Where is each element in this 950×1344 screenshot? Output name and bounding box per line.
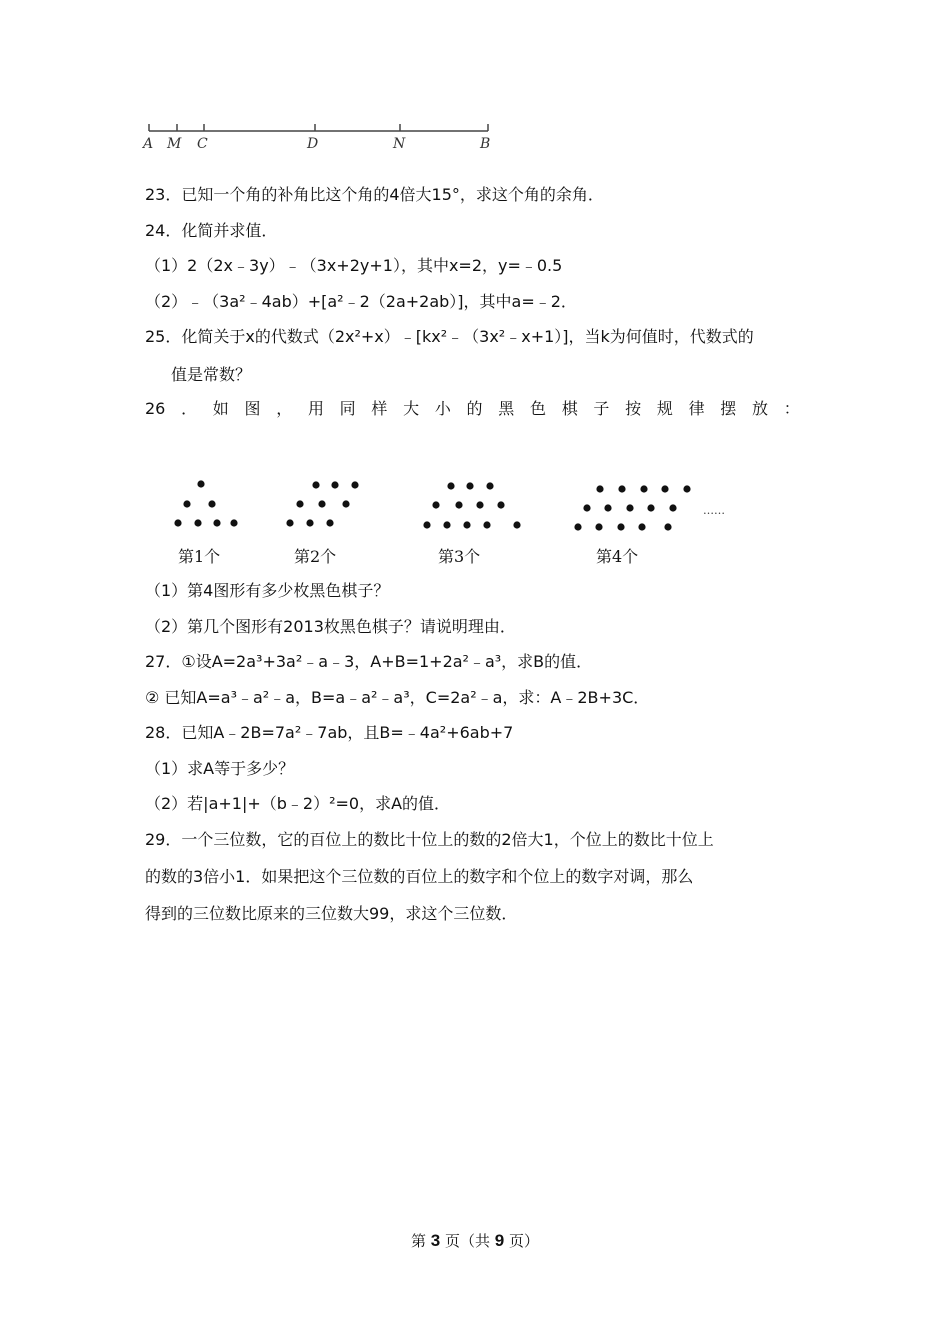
dot — [483, 521, 490, 528]
question-23: 23．已知一个角的补角比这个角的4倍大15°，求这个角的余角． — [145, 185, 604, 204]
label-a: A — [143, 136, 154, 152]
question-26-part-1: （1）第4图形有多少枚黑色棋子？ — [145, 581, 390, 600]
dot — [664, 523, 671, 530]
dot — [647, 504, 654, 511]
dot — [183, 500, 190, 507]
question-26-part-2: （2）第几个图形有2013枚黑色棋子？请说明理由． — [145, 617, 516, 636]
caption-1: 第1个 — [178, 547, 221, 566]
question-29-line-1: 29．一个三位数，它的百位上的数比十位上的数的2倍大1，个位上的数比十位上 — [145, 830, 714, 849]
q26-char: 棋 — [561, 399, 578, 418]
q26-char: 黑 — [498, 399, 515, 418]
footer-total-pages: 9 — [494, 1231, 505, 1250]
caption-3: 第3个 — [438, 547, 481, 566]
q26-char: ． — [181, 399, 198, 418]
dot — [194, 519, 201, 526]
footer-page-number: 3 — [430, 1231, 441, 1250]
dot — [197, 480, 204, 487]
dot — [595, 523, 602, 530]
dot — [174, 519, 181, 526]
question-25-line-2: 值是常数？ — [171, 365, 252, 384]
dot — [447, 482, 454, 489]
q26-char: 样 — [371, 399, 388, 418]
q26-char: ： — [783, 399, 800, 418]
question-27-part-1: 27．①设A=2a³+3a²﹣a﹣3，A+B=1+2a²﹣a³，求B的值． — [145, 652, 593, 671]
q26-char: 摆 — [720, 399, 737, 418]
q26-char: ， — [276, 399, 293, 418]
dot — [443, 521, 450, 528]
q26-char: 如 — [212, 399, 229, 418]
dot — [618, 485, 625, 492]
question-29-line-3: 得到的三位数比原来的三位数大99，求这个三位数． — [145, 904, 518, 923]
question-28-part-1: （1）求A等于多少？ — [145, 759, 295, 778]
q26-char: 放 — [752, 399, 769, 418]
dot — [326, 519, 333, 526]
dot — [351, 481, 358, 488]
dot — [640, 485, 647, 492]
q26-char: 的 — [466, 399, 483, 418]
dot — [463, 521, 470, 528]
question-25-line-1: 25．化简关于x的代数式（2x²+x）﹣[kx²﹣（3x²﹣x+1）]，当k为何值时，代数式的 — [145, 327, 754, 346]
q26-char: 子 — [593, 399, 610, 418]
label-m: M — [167, 136, 182, 152]
dot — [476, 501, 483, 508]
dot — [432, 501, 439, 508]
dot — [331, 481, 338, 488]
q26-char: 小 — [434, 399, 451, 418]
dot — [574, 523, 581, 530]
footer-suffix: 页） — [509, 1232, 540, 1250]
label-b: B — [480, 136, 491, 152]
dot — [617, 523, 624, 530]
label-d: D — [307, 136, 319, 152]
dot — [596, 485, 603, 492]
dot — [306, 519, 313, 526]
q26-char: 规 — [656, 399, 673, 418]
dot — [423, 521, 430, 528]
q26-char: 26 — [145, 399, 166, 418]
dot — [661, 485, 668, 492]
q26-char: 律 — [688, 399, 705, 418]
dot — [683, 485, 690, 492]
dot — [626, 504, 633, 511]
dot — [342, 500, 349, 507]
dot — [638, 523, 645, 530]
q26-char: 按 — [625, 399, 642, 418]
question-29-line-2: 的数的3倍小1．如果把这个三位数的百位上的数字和个位上的数字对调，那么 — [145, 867, 694, 886]
continuation-ellipsis: …… — [703, 504, 725, 517]
dot — [513, 521, 520, 528]
question-26-intro — [145, 398, 800, 420]
q26-char: 图 — [244, 399, 261, 418]
dot — [213, 519, 220, 526]
q26-char: 色 — [529, 399, 546, 418]
question-24-part-1: （1）2（2x﹣3y）﹣（3x+2y+1），其中x=2，y=﹣0.5 — [145, 256, 563, 275]
dot — [486, 482, 493, 489]
q26-char: 大 — [403, 399, 420, 418]
q26-char: 同 — [339, 399, 356, 418]
label-c: C — [197, 136, 208, 152]
caption-4: 第4个 — [596, 547, 639, 566]
segment-figure — [140, 118, 500, 158]
question-28-title: 28．已知A﹣2B=7a²﹣7ab，且B=﹣4a²+6ab+7 — [145, 723, 514, 742]
footer-middle: 页（共 — [444, 1232, 490, 1250]
label-n: N — [393, 136, 406, 152]
dot — [604, 504, 611, 511]
pattern-1 — [174, 480, 237, 526]
footer-prefix: 第 — [410, 1232, 426, 1250]
dot — [669, 504, 676, 511]
caption-2: 第2个 — [294, 547, 337, 566]
question-28-part-2: （2）若|a+1|+（b﹣2）²=0，求A的值． — [145, 794, 451, 813]
dot — [455, 501, 462, 508]
dot — [497, 501, 504, 508]
dot — [286, 519, 293, 526]
question-27-part-2: ② 已知A=a³﹣a²﹣a，B=a﹣a²﹣a³，C=2a²﹣a，求：A﹣2B+3C． — [145, 688, 650, 707]
page-footer — [0, 1230, 950, 1251]
dot — [583, 504, 590, 511]
dot — [230, 519, 237, 526]
pattern-2 — [286, 481, 358, 526]
pattern-3 — [423, 482, 520, 528]
question-24-part-2: （2）﹣（3a²﹣4ab）+[a²﹣2（2a+2ab）]，其中a=﹣2． — [145, 292, 577, 311]
pattern-4 — [574, 485, 690, 530]
question-24-title: 24．化简并求值． — [145, 221, 278, 240]
dot — [208, 500, 215, 507]
q26-char: 用 — [307, 399, 324, 418]
dot — [318, 500, 325, 507]
dot — [296, 500, 303, 507]
dot — [312, 481, 319, 488]
dot — [466, 482, 473, 489]
